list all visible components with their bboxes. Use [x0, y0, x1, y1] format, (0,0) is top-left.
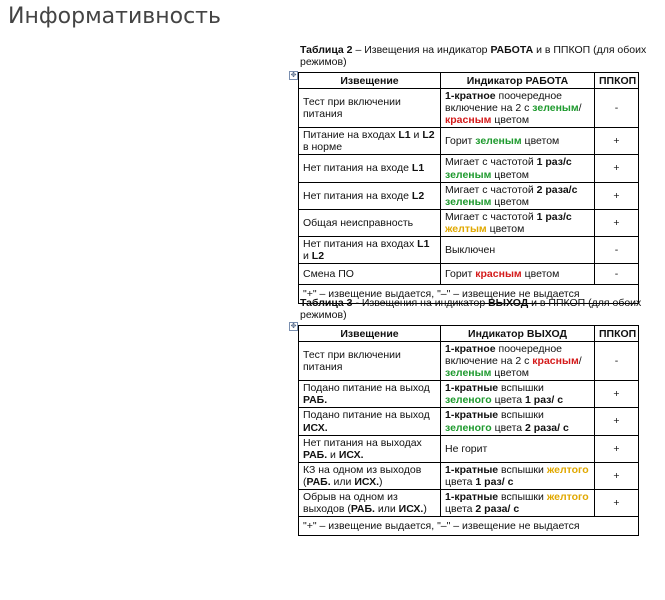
table2-cell-indicator — [441, 89, 595, 128]
table2-cell-ppkop: + — [595, 182, 639, 209]
indicator-text-part: цветом — [486, 222, 525, 235]
indicator-text-part: 1-кратные — [445, 490, 499, 503]
indicator-text-part: цвета — [445, 475, 476, 488]
table2-cell-notification — [299, 155, 441, 182]
indicator-text-part: желтым — [445, 222, 487, 235]
table2-row — [299, 182, 639, 209]
table3-header: Извещение — [299, 326, 441, 342]
indicator-text-part: цветом — [491, 114, 530, 127]
indicator-text-part: красным — [532, 355, 579, 368]
table2-cell-notification — [299, 236, 441, 263]
notification-text-part: ИСХ. — [398, 502, 424, 515]
notification-text-part: Подано питание на выход — [303, 382, 430, 395]
table2-cell-ppkop: + — [595, 128, 639, 155]
table3-cell-ppkop: + — [595, 408, 639, 435]
notification-text-part: L2 — [422, 129, 435, 142]
indicator-text-part: 1-кратные — [445, 409, 499, 422]
table2-cell-indicator — [441, 263, 595, 284]
indicator-text-part: 1 раз/с — [536, 210, 572, 223]
table3-cell-notification — [299, 462, 441, 489]
table2-cell-notification — [299, 209, 441, 236]
indicator-text-part: цветом — [491, 195, 530, 208]
indicator-text-part: зеленого — [445, 421, 492, 434]
table3-cell-indicator — [441, 381, 595, 408]
notification-text-part: КЗ на одном из выходов ( — [303, 463, 422, 488]
table2-caption-text-end: и в ППКОП (для обоих режимов) — [300, 44, 647, 69]
table2-row — [299, 128, 639, 155]
table3-row — [299, 435, 639, 462]
table2-cell-notification — [299, 263, 441, 284]
move-handle-icon[interactable]: ✥ — [290, 72, 297, 79]
notification-text-part: РАБ. — [303, 448, 328, 461]
table3-header: ППКОП — [595, 326, 639, 342]
table2-row — [299, 209, 639, 236]
notification-text-part: или — [330, 475, 355, 488]
notification-text-part: L1 — [411, 162, 425, 175]
table3-caption-number: Таблица 3 — [300, 297, 353, 309]
indicator-text-part: 1 раз/ с — [475, 475, 514, 488]
table3 — [298, 325, 639, 536]
indicator-text-part: желтого — [546, 490, 589, 503]
indicator-text-part: 2 раза/ с — [525, 421, 569, 434]
table2 — [298, 72, 639, 304]
notification-text-part: Подано питание на выход — [303, 409, 430, 422]
notification-text-part: или — [374, 502, 399, 515]
indicator-text-part: зеленым — [445, 367, 492, 380]
indicator-text-part: 2 раза/ с — [475, 502, 520, 515]
indicator-text-part: цвета — [491, 421, 526, 434]
table2-row — [299, 89, 639, 128]
table3-cell-indicator — [441, 435, 595, 462]
table3-header-row — [299, 326, 639, 342]
notification-text-part: и — [410, 129, 423, 142]
notification-text-part: Тест при включении питания — [303, 96, 401, 121]
indicator-text-part: 1 раз/ с — [525, 394, 564, 407]
indicator-text-part: цвета — [491, 394, 526, 407]
indicator-text-part: 1-кратные — [445, 382, 499, 395]
table3-block — [290, 297, 652, 536]
table2-body — [299, 89, 639, 285]
indicator-text-part: красным — [445, 114, 492, 127]
notification-text-part: РАБ. — [350, 502, 375, 515]
indicator-text-part: Мигает с частотой — [445, 183, 537, 196]
table2-cell-notification — [299, 128, 441, 155]
move-handle-icon[interactable]: ✥ — [290, 323, 297, 330]
table2-header: Индикатор РАБОТА — [441, 73, 595, 89]
table3-cell-ppkop: + — [595, 462, 639, 489]
indicator-text-part: Горит — [445, 135, 476, 148]
notification-text-part: L2 — [411, 189, 425, 202]
page-title: Информативность — [8, 4, 221, 29]
indicator-text-part: цветом — [491, 367, 530, 380]
table3-caption-text-end: и в ППКОП (для обоих режимов) — [300, 297, 642, 322]
notification-text-part: L1 — [398, 129, 411, 142]
indicator-text-part: поочередное включение на 2 с — [445, 90, 563, 115]
table2-caption-indicator: РАБОТА — [490, 44, 534, 56]
table2-cell-ppkop: - — [595, 236, 639, 263]
indicator-text-part: зеленым — [532, 102, 579, 115]
indicator-text-part: / — [578, 102, 582, 115]
indicator-text-part: цветом — [491, 168, 530, 181]
indicator-text-part: зеленым — [445, 195, 492, 208]
indicator-text-part: желтого — [546, 463, 589, 476]
table3-cell-indicator — [441, 489, 595, 516]
table2-header: Извещение — [299, 73, 441, 89]
table2-caption — [300, 44, 652, 68]
indicator-text-part: 1 раз/с — [536, 156, 572, 169]
table2-block — [290, 44, 652, 304]
table2-caption-text: – Извещения на индикатор — [352, 44, 491, 56]
table3-cell-notification — [299, 342, 441, 381]
table2-cell-ppkop: + — [595, 209, 639, 236]
table2-cell-indicator — [441, 209, 595, 236]
table3-cell-ppkop: + — [595, 435, 639, 462]
table3-body — [299, 342, 639, 517]
table3-caption-text: - Извещения на индикатор — [352, 297, 489, 309]
table3-note: "+" – извещение выдается, "–" – извещение не выдается — [299, 516, 639, 535]
table3-row — [299, 462, 639, 489]
notification-text-part: Нет питания на входе — [303, 162, 412, 175]
table2-cell-notification — [299, 182, 441, 209]
indicator-text-part: вспышки — [498, 463, 547, 476]
notification-text-part: L2 — [311, 249, 325, 262]
table2-note: "+" – извещение выдается, "–" – извещение не выдается — [299, 284, 639, 303]
notification-text-part: ) — [423, 502, 427, 515]
table3-note-row — [299, 516, 639, 535]
indicator-text-part: зеленого — [445, 394, 492, 407]
indicator-text-part: Мигает с частотой — [445, 156, 537, 169]
table3-row — [299, 381, 639, 408]
table2-header: ППКОП — [595, 73, 639, 89]
table2-cell-indicator — [441, 155, 595, 182]
notification-text-part: РАБ. — [303, 394, 328, 407]
table3-caption-indicator: ВЫХОД — [488, 297, 529, 309]
notification-text-part: Нет питания на входах — [303, 237, 418, 250]
table3-cell-indicator — [441, 342, 595, 381]
notification-text-part: Смена ПО — [303, 267, 354, 280]
table3-cell-notification — [299, 381, 441, 408]
indicator-text-part: Горит — [445, 267, 476, 280]
table3-row — [299, 342, 639, 381]
table2-caption-number: Таблица 2 — [300, 44, 353, 56]
table2-cell-notification — [299, 89, 441, 128]
indicator-text-part: зеленым — [475, 135, 522, 148]
indicator-text-part: поочередное включение на 2 с — [445, 343, 563, 368]
notification-text-part: ) — [379, 475, 383, 488]
notification-text-part: Тест при включении питания — [303, 349, 401, 374]
notification-text-part: Обрыв на одном из выходов ( — [303, 490, 398, 515]
notification-text-part: в норме — [303, 141, 343, 154]
indicator-text-part: зеленым — [445, 168, 492, 181]
table2-header-row — [299, 73, 639, 89]
notification-text-part: РАБ. — [306, 475, 331, 488]
indicator-text-part: Не горит — [445, 442, 488, 455]
indicator-text-part: / — [578, 355, 582, 368]
notification-text-part: и — [303, 249, 312, 262]
indicator-text-part: красным — [475, 267, 522, 280]
notification-text-part: и — [327, 448, 339, 461]
notification-text-part: Общая неисправность — [303, 216, 414, 229]
table3-cell-indicator — [441, 408, 595, 435]
indicator-text-part: цвета — [445, 502, 476, 515]
table2-cell-indicator — [441, 128, 595, 155]
indicator-text-part: цветом — [521, 267, 560, 280]
table2-cell-ppkop: - — [595, 89, 639, 128]
notification-text-part: Питание на входах — [303, 129, 399, 142]
table3-header: Индикатор ВЫХОД — [441, 326, 595, 342]
indicator-text-part: Мигает с частотой — [445, 210, 537, 223]
indicator-text-part: цветом — [521, 135, 560, 148]
notification-text-part: Нет питания на выходах — [303, 436, 422, 449]
table2-cell-ppkop: - — [595, 263, 639, 284]
notification-text-part: ИСХ. — [303, 421, 328, 434]
table3-caption — [300, 297, 652, 321]
table3-row — [299, 408, 639, 435]
indicator-text-part: вспышки — [498, 490, 547, 503]
table3-cell-notification — [299, 435, 441, 462]
indicator-text-part: 1-кратное — [445, 90, 496, 103]
table2-cell-indicator — [441, 182, 595, 209]
indicator-text-part: 1-кратное — [445, 343, 496, 356]
table3-cell-notification — [299, 408, 441, 435]
table2-row — [299, 155, 639, 182]
table2-row — [299, 263, 639, 284]
indicator-text-part: вспышки — [498, 409, 544, 422]
table3-cell-ppkop: + — [595, 381, 639, 408]
table3-cell-ppkop: - — [595, 342, 639, 381]
table2-row — [299, 236, 639, 263]
notification-text-part: L1 — [417, 237, 430, 250]
indicator-text-part: 1-кратные — [445, 463, 499, 476]
indicator-text-part: 2 раза/с — [536, 183, 578, 196]
indicator-text-part: Выключен — [445, 243, 496, 256]
table2-cell-ppkop: + — [595, 155, 639, 182]
table3-cell-notification — [299, 489, 441, 516]
table3-cell-ppkop: + — [595, 489, 639, 516]
table3-cell-indicator — [441, 462, 595, 489]
indicator-text-part: вспышки — [498, 382, 544, 395]
notification-text-part: Нет питания на входе — [303, 189, 412, 202]
notification-text-part: ИСХ. — [338, 448, 364, 461]
table3-row — [299, 489, 639, 516]
table2-cell-indicator — [441, 236, 595, 263]
notification-text-part: ИСХ. — [354, 475, 379, 488]
